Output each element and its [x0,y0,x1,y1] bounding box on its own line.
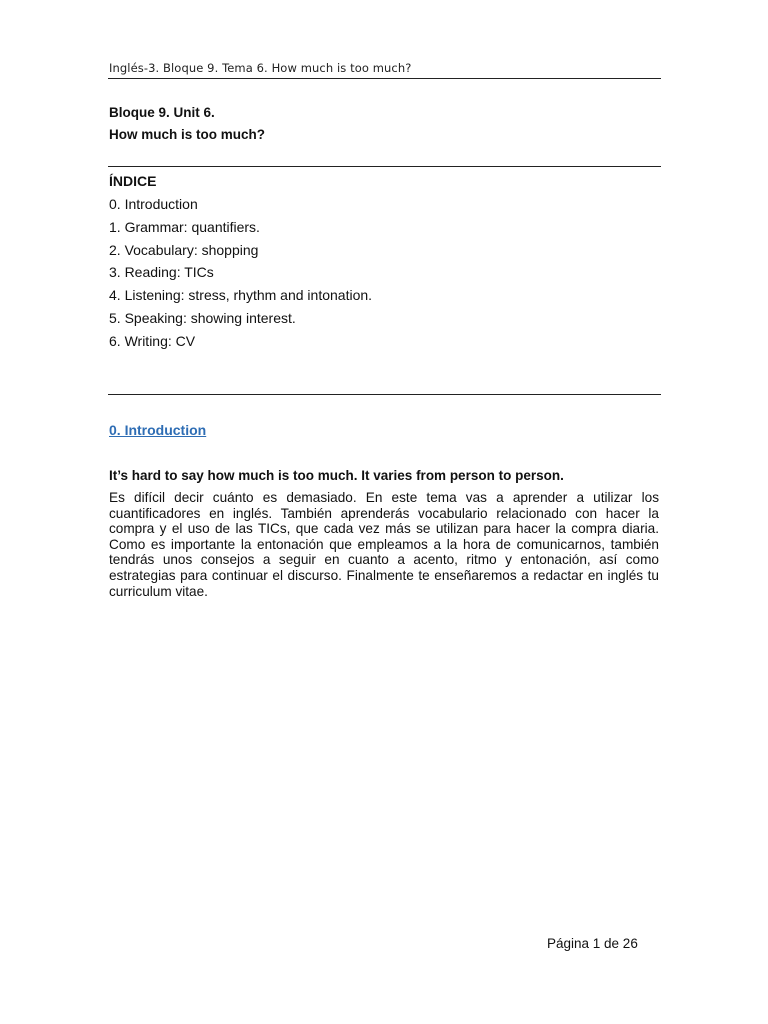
toc-heading: ÍNDICE [109,173,157,189]
toc-item-writing: 6. Writing: CV [109,332,196,349]
introduction-section-link[interactable]: 0. Introduction [109,422,207,438]
toc-bottom-divider [108,394,661,395]
toc-item-speaking: 5. Speaking: showing interest. [109,309,296,326]
introduction-paragraph: Es difícil decir cuánto es demasiado. En este tema vas a aprender a utilizar los cuantificadores en inglés. También aprenderás vocabulario relacionado con hacer la compra y el uso de las TICs, que cada vez más se utilizan para hacer la compra diaria. Como es importante la entonación que empleamos a la hora de comunicarnos, también tendrás unos consejos a seguir en cuanto a acento, ritmo y entonación, así como estrategias para continuar el discurso. Finalmente te enseñaremos a redactar en inglés tu curriculum vitae. [109,490,659,599]
header-divider [108,78,661,79]
toc-item-listening: 4. Listening: stress, rhythm and intonation. [109,287,373,304]
table-of-contents [109,170,372,353]
section-lead-sentence: It’s hard to say how much is too much. It varies from person to person. [109,468,564,483]
running-header: Inglés-3. Bloque 9. Tema 6. How much is too much? [109,61,412,75]
toc-list [109,193,372,353]
unit-title-line-1: Bloque 9. Unit 6. [109,105,215,120]
toc-item-grammar: 1. Grammar: quantifiers. [109,218,260,235]
unit-title-line-2: How much is too much? [109,127,266,142]
unit-title-block [109,102,265,146]
toc-item-introduction: 0. Introduction [109,196,198,212]
page-number: Página 1 de 26 [547,936,638,951]
toc-top-divider [108,166,661,167]
toc-item-reading: 3. Reading: TICs [109,264,214,281]
toc-item-vocabulary: 2. Vocabulary: shopping [109,241,259,258]
